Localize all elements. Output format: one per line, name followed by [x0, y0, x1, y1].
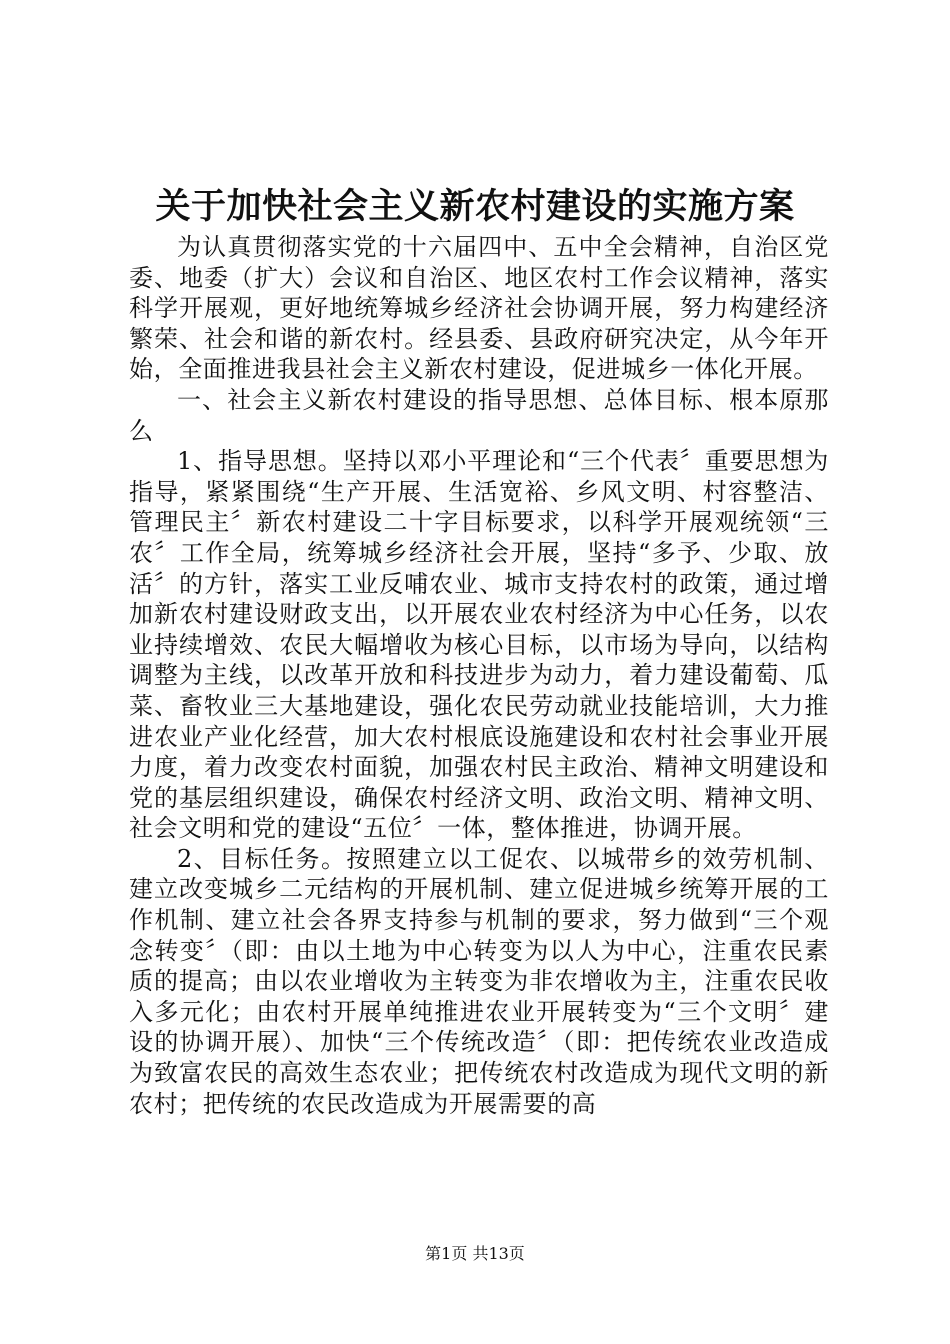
document-title: 关于加快社会主义新农村建设的实施方案 — [155, 186, 795, 227]
guiding-ideology-paragraph: 1、指导思想。坚持以邓小平理论和“三个代表〞重要思想为指导，紧紧围绕“生产开展、生活宽裕、乡风文明、村容整洁、管理民主〞新农村建设二十字目标要求，以科学开展观统领“三农〞工作全局，统筹城乡经济社会开展，坚持“多予、少取、放活〞的方针，落实工业反哺农业、城市支持农村的政策，通过增加新农村建设财政支出，以开展农业农村经济为中心任务，以农业持续增效、农民大幅增收为核心目标，以市场为导向，以结构调整为主线，以改革开放和科技进步为动力，着力建设葡萄、瓜菜、畜牧业三大基地建设，强化农民劳动就业技能培训，大力推进农业产业化经营，加大农村根底设施建设和农村社会事业开展力度，着力改变农村面貌，加强农村民主政治、精神文明建设和党的基层组织建设，确保农村经济文明、政治文明、精神文明、社会文明和党的建设“五位〞一体，整体推进，协调开展。 — [129, 447, 829, 843]
intro-paragraph: 为认真贯彻落实党的十六届四中、五中全会精神，自治区党委、地委（扩大）会议和自治区、地区农村工作会议精神，落实科学开展观，更好地统筹城乡经济社会协调开展，努力构建经济繁荣、社会和谐的新农村。经县委、县政府研究决定，从今年开始，全面推进我县社会主义新农村建设，促进城乡一体化开展。 — [129, 233, 829, 384]
section-heading-paragraph: 一、社会主义新农村建设的指导思想、总体目标、根本原那么 — [129, 385, 829, 445]
document-body — [129, 232, 829, 1119]
target-tasks-paragraph: 2、目标任务。按照建立以工促农、以城带乡的效劳机制、建立改变城乡二元结构的开展机制、建立促进城乡统筹开展的工作机制、建立社会各界支持参与机制的要求，努力做到“三个观念转变〞（即：由以土地为中心转变为以人为中心，注重农民素质的提高；由以农业增收为主转变为非农增收为主，注重农民收入多元化；由农村开展单纯推进农业开展转变为“三个文明〞建设的协调开展）、加快“三个传统改造〞（即：把传统农业改造成为致富农民的高效生态农业；把传统农村改造成为现代文明的新农村；把传统的农民改造成为开展需要的高 — [129, 844, 829, 1118]
page-number-footer: 第1页 共13页 — [425, 1244, 525, 1263]
